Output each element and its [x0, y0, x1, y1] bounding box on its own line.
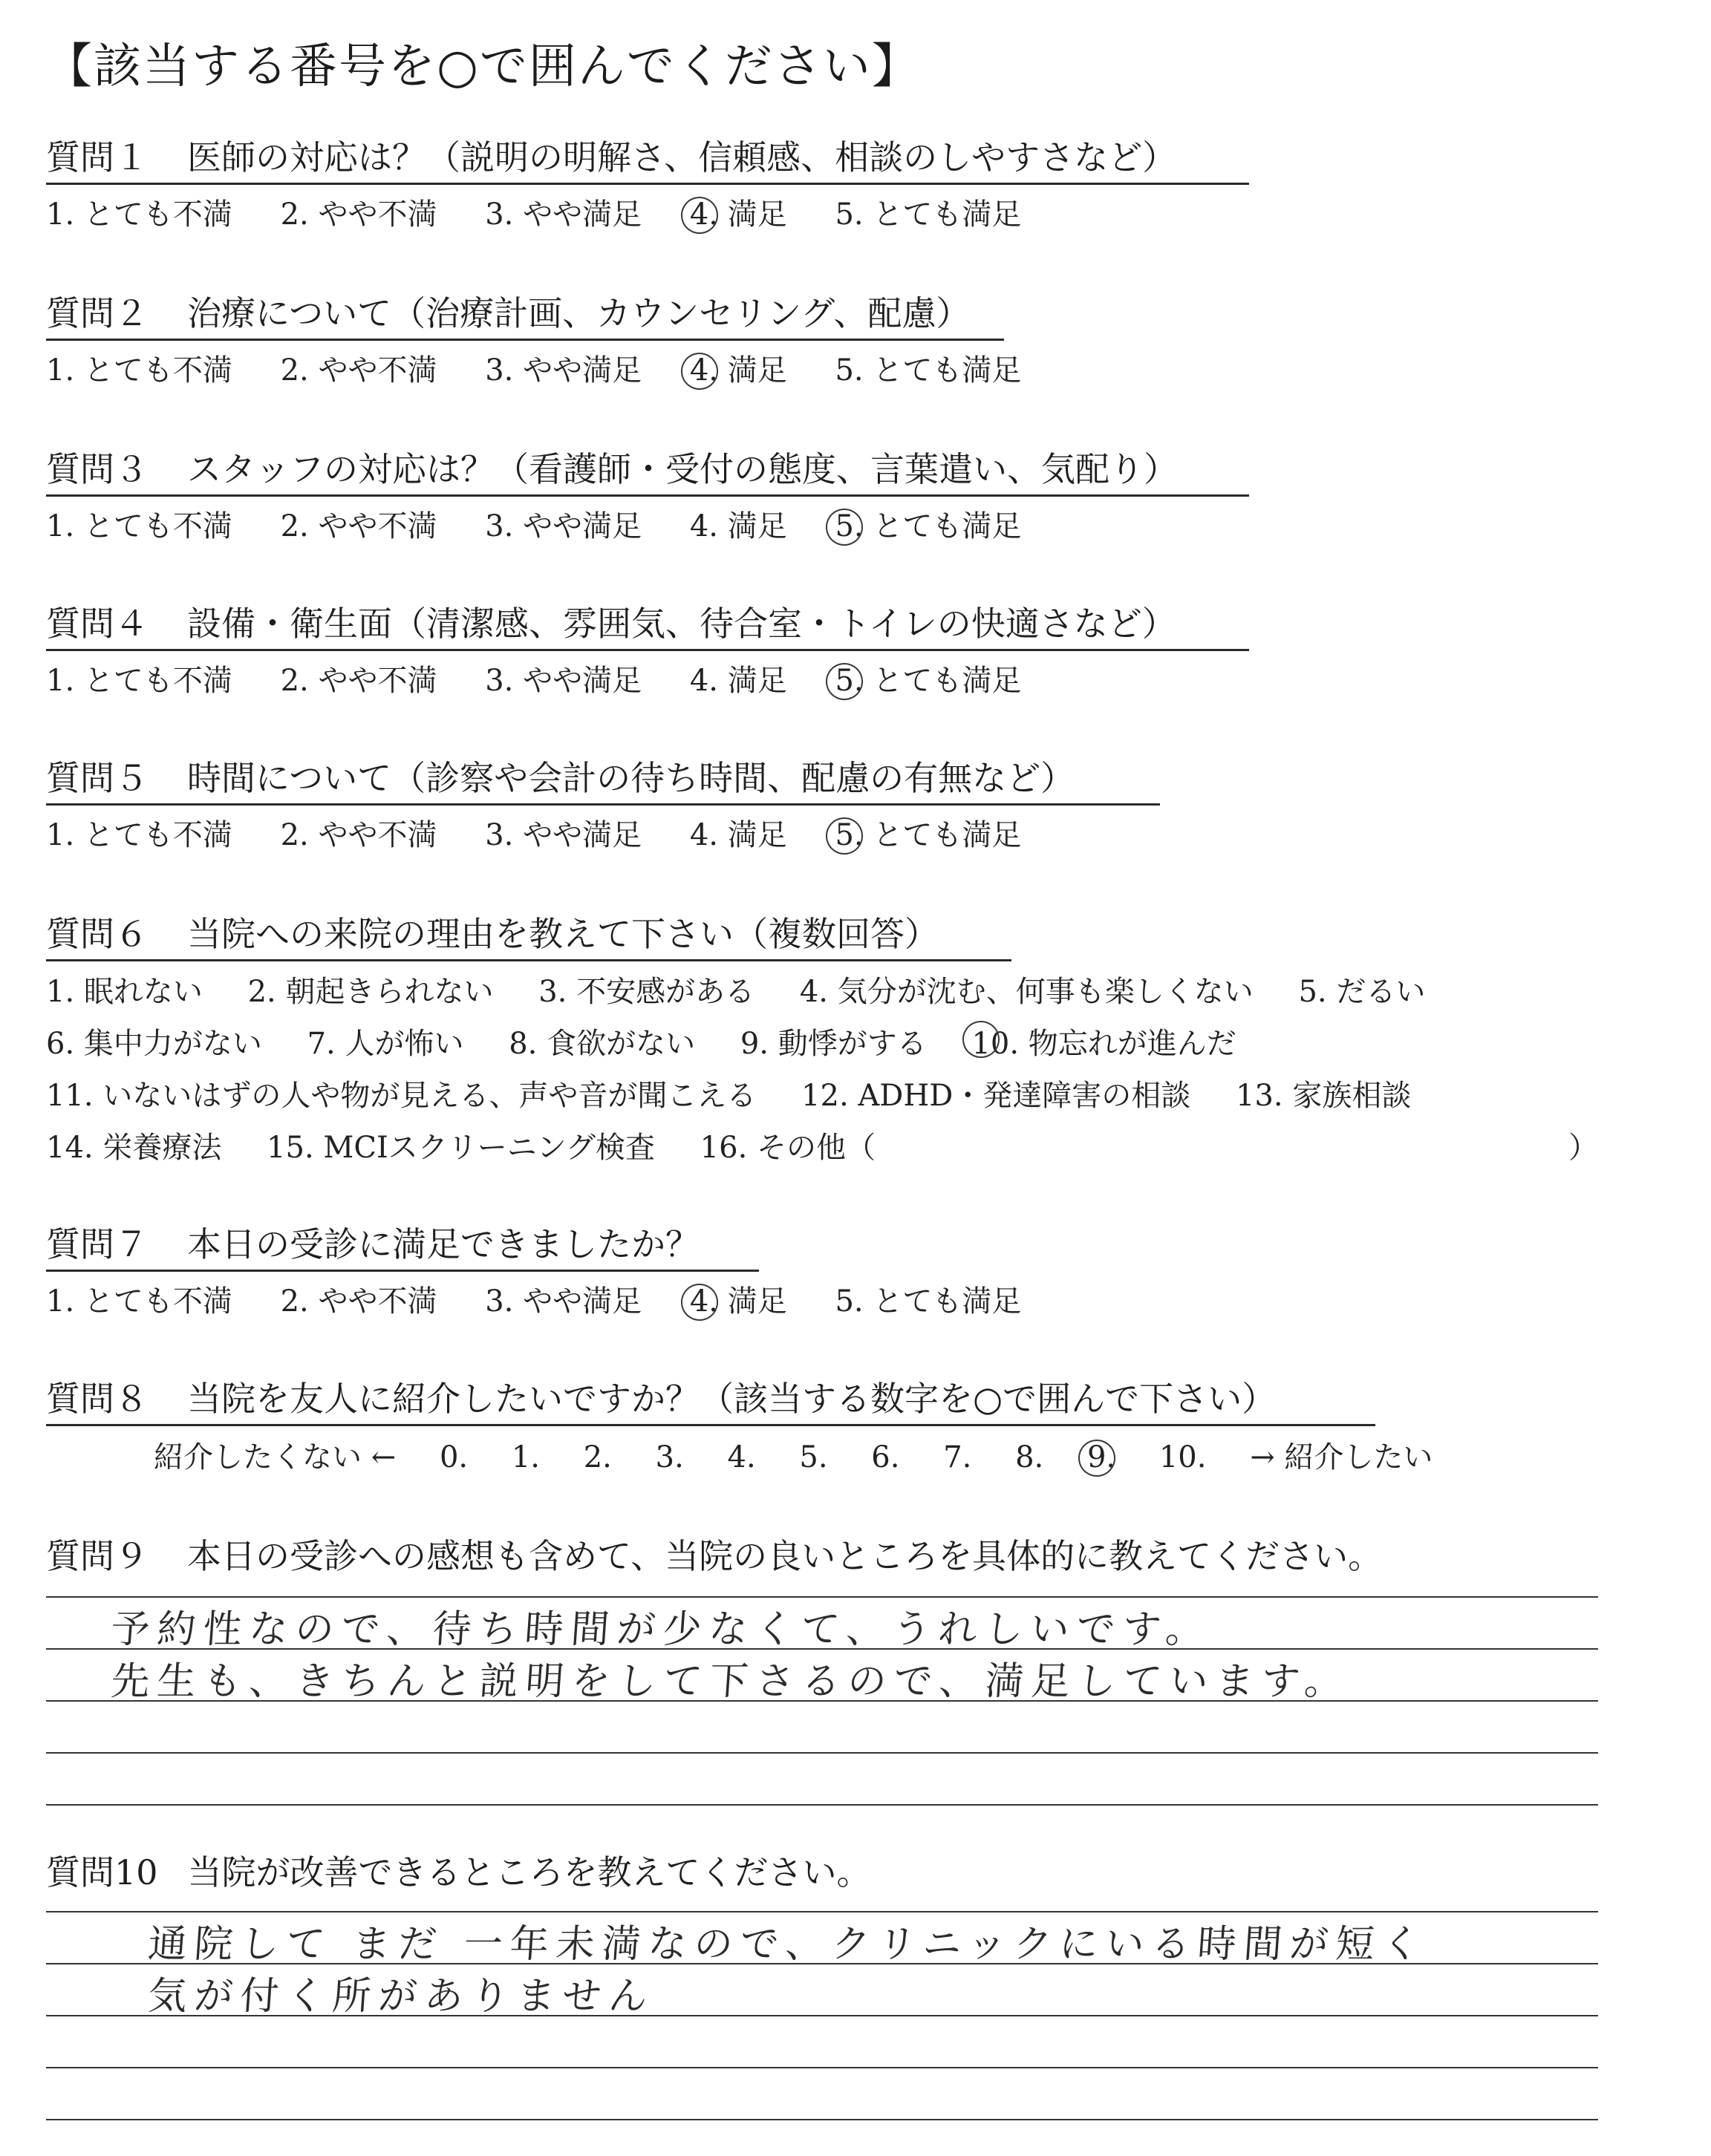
reason-row-3 [46, 1070, 1598, 1122]
reason-16[interactable]: 16. その他（ [700, 1131, 876, 1165]
question-number: 質問４ [46, 604, 149, 644]
scale-10[interactable]: 10. [1158, 1440, 1207, 1474]
question-text: 設備・衛生面（清潔感、雰囲気、待合室・トイレの快適さなど） [187, 604, 1176, 644]
scale-2[interactable]: 2. [583, 1440, 612, 1474]
option-1[interactable]: 1. とても不満 [46, 664, 232, 698]
rating-options [46, 506, 1249, 547]
question-text: 治療について（治療計画、カウンセリング、配慮） [187, 293, 971, 333]
reason-row-1 [46, 966, 1598, 1018]
question-text: 時間について（診察や会計の待ち時間、配慮の有無など） [187, 758, 1075, 798]
reason-1[interactable]: 1. 眠れない [46, 975, 203, 1009]
underline [46, 649, 1249, 651]
question-number: 質問６ [46, 914, 149, 954]
scale-5[interactable]: 5. [799, 1440, 828, 1474]
scale-1[interactable]: 1. [511, 1440, 541, 1474]
option-2[interactable]: 2. やや不満 [280, 197, 437, 232]
option-5-selected[interactable]: 5. とても満足 [835, 660, 1021, 702]
option-1[interactable]: 1. とても不満 [46, 353, 232, 388]
option-1[interactable]: 1. とても不満 [46, 1284, 232, 1319]
rating-options [46, 660, 1249, 702]
scale-9-selected[interactable]: 9. [1087, 1437, 1115, 1478]
underline [46, 959, 1011, 961]
question-1 [46, 134, 1249, 235]
question-8 [46, 1375, 1467, 1478]
option-2[interactable]: 2. やや不満 [280, 1284, 437, 1319]
option-2[interactable]: 2. やや不満 [280, 353, 437, 388]
question-number: 質問９ [46, 1536, 149, 1576]
option-2[interactable]: 2. やや不満 [280, 818, 437, 852]
reason-13[interactable]: 13. 家族相談 [1236, 1079, 1412, 1113]
reason-9[interactable]: 9. 動悸がする [740, 1027, 927, 1061]
answer-line [46, 2067, 1598, 2068]
question-number: 質問２ [46, 293, 149, 333]
question-3 [46, 445, 1249, 547]
question-number: 質問３ [46, 449, 149, 489]
option-4-selected[interactable]: 4. 満足 [690, 194, 787, 235]
question-5 [46, 754, 1160, 856]
option-3[interactable]: 3. やや満足 [485, 197, 642, 232]
other-close-paren: ） [1568, 1131, 1598, 1165]
scale-right-label: → 紹介したい [1250, 1440, 1433, 1474]
option-5-selected[interactable]: 5. とても満足 [835, 814, 1021, 856]
question-text: 本日の受診への感想も含めて、当院の良いところを具体的に教えてください。 [187, 1536, 1383, 1576]
scale-left-label: 紹介したくない ← [154, 1440, 397, 1474]
answer-line [46, 2119, 1598, 2120]
option-4[interactable]: 4. 満足 [689, 664, 787, 698]
option-5-selected[interactable]: 5. とても満足 [835, 506, 1021, 547]
option-3[interactable]: 3. やや満足 [485, 1284, 642, 1319]
reason-6[interactable]: 6. 集中力がない [46, 1027, 262, 1061]
question-text: 当院が改善できるところを教えてください。 [187, 1852, 871, 1892]
question-10 [46, 1849, 871, 1896]
option-1[interactable]: 1. とても不満 [46, 818, 232, 852]
reason-row-2 [46, 1018, 1598, 1070]
answer-line [46, 1804, 1598, 1806]
question-number: 質問10 [46, 1852, 158, 1892]
option-3[interactable]: 3. やや満足 [485, 509, 642, 543]
reason-4[interactable]: 4. 気分が沈む、何事も楽しくない [799, 975, 1254, 1009]
reason-14[interactable]: 14. 栄養療法 [46, 1131, 222, 1165]
underline [46, 339, 1004, 341]
option-1[interactable]: 1. とても不満 [46, 509, 232, 543]
option-5[interactable]: 5. とても満足 [835, 197, 1022, 232]
rating-options [46, 350, 1060, 391]
reason-row-4 [46, 1122, 1598, 1174]
question-number: 質問５ [46, 758, 149, 798]
recommend-scale [46, 1437, 1467, 1478]
scale-3[interactable]: 3. [655, 1440, 684, 1474]
reason-5[interactable]: 5. だるい [1298, 975, 1426, 1009]
question-number: 質問８ [46, 1379, 149, 1419]
scale-8[interactable]: 8. [1015, 1440, 1044, 1474]
handwritten-answer-line-2: 先生も、きちんと説明をして下さるので、満足しています。 [109, 1659, 1352, 1704]
question-text: 本日の受診に満足できましたか？ [187, 1224, 700, 1264]
option-5[interactable]: 5. とても満足 [835, 353, 1022, 388]
question-7 [46, 1221, 1060, 1322]
underline [46, 803, 1160, 806]
underline [46, 494, 1249, 497]
reason-10-selected[interactable]: 10. 物忘れが進んだ [971, 1018, 1236, 1070]
option-4-selected[interactable]: 4. 満足 [690, 1281, 787, 1322]
underline [46, 1270, 759, 1272]
question-4 [46, 600, 1249, 702]
question-text: スタッフの対応は？（看護師・受付の態度、言葉遣い、気配り） [187, 449, 1178, 489]
question-9 [46, 1532, 1382, 1580]
reason-15[interactable]: 15. MCIスクリーニング検査 [267, 1131, 655, 1165]
rating-options [46, 194, 1249, 235]
underline [46, 183, 1249, 185]
option-5[interactable]: 5. とても満足 [835, 1284, 1022, 1319]
reason-2[interactable]: 2. 朝起きられない [247, 975, 494, 1009]
question-2 [46, 290, 1060, 391]
option-3[interactable]: 3. やや満足 [485, 818, 642, 852]
reason-11[interactable]: 11. いないはずの人や物が見える、声や音が聞こえる [46, 1079, 757, 1113]
option-4-selected[interactable]: 4. 満足 [690, 350, 787, 391]
answer-line [46, 1752, 1598, 1754]
scale-4[interactable]: 4. [727, 1440, 756, 1474]
reason-12[interactable]: 12. ADHD・発達障害の相談 [801, 1079, 1191, 1113]
question-6 [46, 910, 1598, 1174]
option-2[interactable]: 2. やや不満 [280, 664, 437, 698]
underline [46, 1424, 1375, 1426]
question-number: 質問７ [46, 1224, 149, 1264]
question-number: 質問１ [46, 137, 149, 177]
option-4[interactable]: 4. 満足 [689, 509, 787, 543]
page-title: 【該当する番号を○で囲んでください】 [45, 39, 921, 94]
scale-6[interactable]: 6. [871, 1440, 900, 1474]
scale-0[interactable]: 0. [439, 1440, 469, 1474]
handwritten-answer-line-1: 通院して まだ 一年未満なので、クリニックにいる時間が短く [146, 1922, 1430, 1967]
question-text: 医師の対応は？（説明の明解さ、信頼感、相談のしやすさなど） [187, 137, 1177, 177]
reason-8[interactable]: 8. 食欲がない [509, 1027, 696, 1061]
option-4[interactable]: 4. 満足 [689, 818, 787, 852]
option-3[interactable]: 3. やや満足 [485, 353, 642, 388]
question-text: 当院を友人に紹介したいですか？（該当する数字を○で囲んで下さい） [187, 1379, 1277, 1419]
rating-options [46, 1281, 1060, 1322]
rating-options [46, 814, 1160, 856]
option-2[interactable]: 2. やや不満 [280, 509, 437, 543]
option-1[interactable]: 1. とても不満 [46, 197, 232, 232]
reason-3[interactable]: 3. 不安感がある [538, 975, 755, 1009]
option-3[interactable]: 3. やや満足 [485, 664, 642, 698]
handwritten-answer-line-2: 気が付く所がありません [146, 1974, 656, 2019]
handwritten-answer-line-1: 予約性なので、待ち時間が少なくて、うれしいです。 [109, 1607, 1213, 1652]
question-text: 当院への来院の理由を教えて下さい（複数回答） [187, 914, 939, 954]
scale-7[interactable]: 7. [943, 1440, 972, 1474]
reason-7[interactable]: 7. 人が怖い [307, 1027, 464, 1061]
